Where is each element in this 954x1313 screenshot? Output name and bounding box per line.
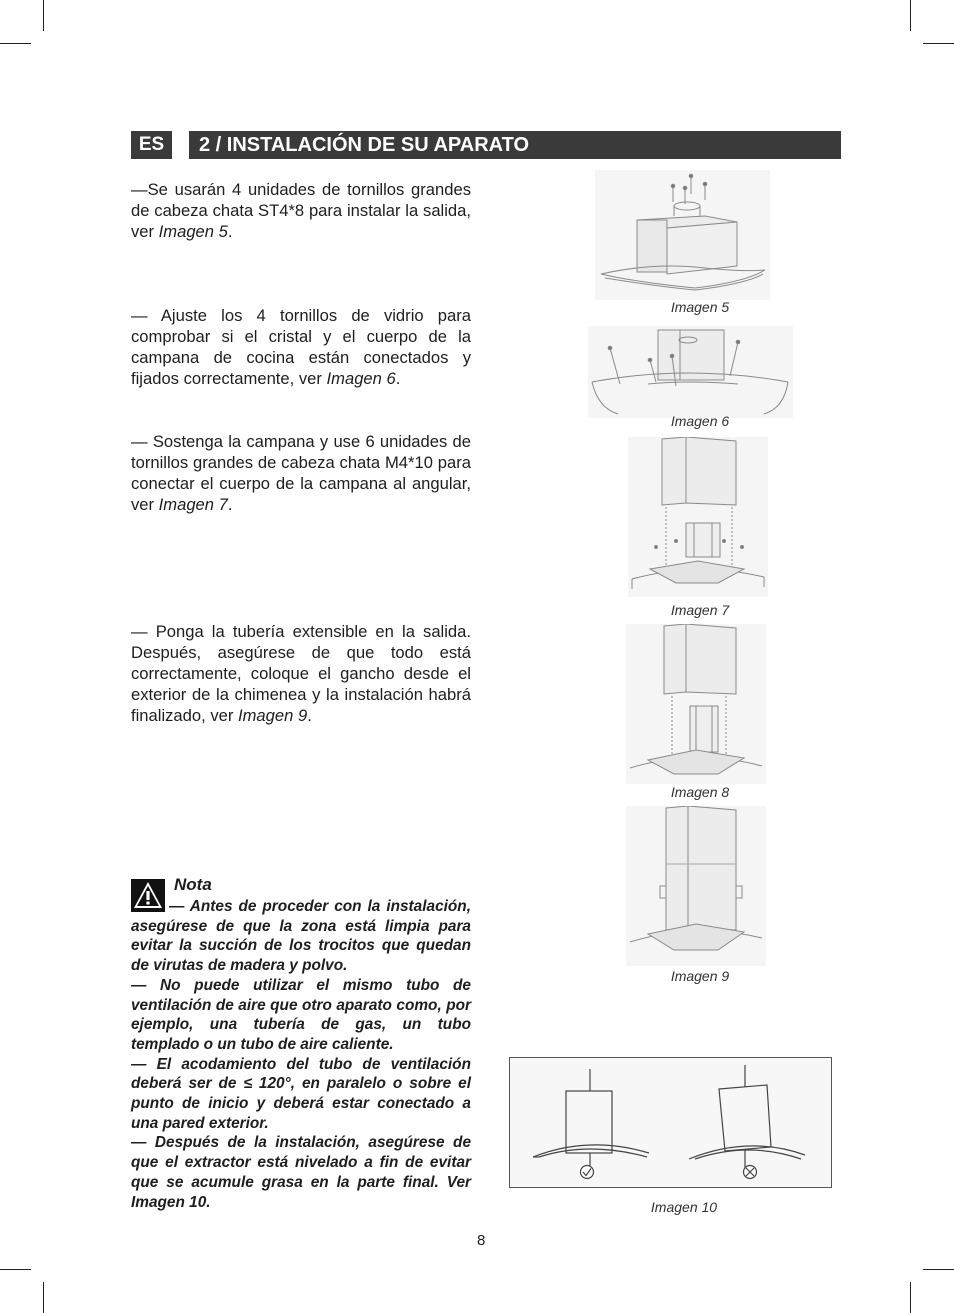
caption-imagen-6: Imagen 6: [670, 413, 730, 429]
caption-imagen-5: Imagen 5: [670, 299, 730, 315]
figure-imagen-6: [588, 326, 793, 418]
section-title: 2 / INSTALACIÓN DE SU APARATO: [189, 131, 841, 159]
note-item: — El acodamiento del tubo de ventilación deberá ser de ≤ 120°, en paralelo o sobre el punto de inicio y deberá estar conectado a una pared exterior.: [131, 1055, 471, 1132]
crop-mark: [910, 1282, 911, 1313]
caption-imagen-9: Imagen 9: [670, 968, 730, 984]
note-item: — Antes de proceder con la instalación, asegúrese de que la zona está limpia para evitar la succión de los trocitos que quedan de virutas de madera y polvo.: [131, 898, 471, 975]
note-body: [131, 897, 471, 1212]
note-item: — No puede utilizar el mismo tubo de ventilación de aire que otro aparato como, por ejemplo, una tubería de gas, un tubo templado o un tubo de aire caliente.: [131, 976, 471, 1053]
step-text: — Sostenga la campana y use 6 unidades de tornillos grandes de cabeza chata M4*10 para conectar el cuerpo de la campana al angular, ver: [131, 432, 471, 514]
crop-mark: [43, 1282, 44, 1313]
step-text: — Ajuste los 4 tornillos de vidrio para comprobar si el cristal y el cuerpo de la campana de cocina están conectados y fijados correctamente, ver: [131, 306, 471, 388]
crop-mark: [923, 1269, 954, 1270]
figure-reference: Imagen 9: [238, 706, 308, 725]
step-1-text: [131, 179, 471, 242]
step-text-end: .: [307, 706, 312, 725]
page-number: 8: [477, 1232, 486, 1249]
figure-reference: Imagen 7: [158, 495, 228, 514]
step-text-end: .: [395, 369, 401, 388]
note-item: — Después de la instalación, asegúrese de que el extractor está nivelado a fin de evitar que se acumule grasa en la parte final. Ver Imagen 10.: [131, 1134, 471, 1211]
step-text: —Se usarán 4 unidades de tornillos grandes de cabeza chata ST4*8 para instalar la salida, ver: [131, 180, 471, 241]
figure-reference: Imagen 6: [326, 369, 396, 388]
crop-mark: [910, 0, 911, 31]
step-text-end: .: [227, 222, 233, 241]
step-text: — Ponga la tubería extensible en la salida. Después, asegúrese de que todo está correctamente, coloque el gancho desde el exterior de la chimenea y la instalación habrá finalizado, ver: [131, 622, 471, 725]
figure-imagen-7: [628, 437, 768, 597]
step-text-end: .: [227, 495, 233, 514]
figure-imagen-9: [626, 806, 766, 966]
step-4-text: [131, 621, 471, 726]
crop-mark: [923, 43, 954, 44]
crop-mark: [43, 0, 44, 31]
crop-mark: [0, 43, 31, 44]
note-title: Nota: [174, 875, 212, 894]
step-2-text: [131, 305, 471, 389]
caption-imagen-7: Imagen 7: [670, 602, 730, 618]
language-tab: ES: [131, 131, 172, 159]
figure-imagen-10: [509, 1057, 832, 1188]
crop-mark: [0, 1269, 31, 1270]
step-3-text: [131, 431, 471, 515]
caption-imagen-8: Imagen 8: [670, 784, 730, 800]
caption-imagen-10: Imagen 10: [650, 1199, 718, 1215]
figure-reference: Imagen 5: [158, 222, 228, 241]
figure-imagen-8: [626, 624, 766, 784]
figure-imagen-5: [595, 170, 770, 300]
